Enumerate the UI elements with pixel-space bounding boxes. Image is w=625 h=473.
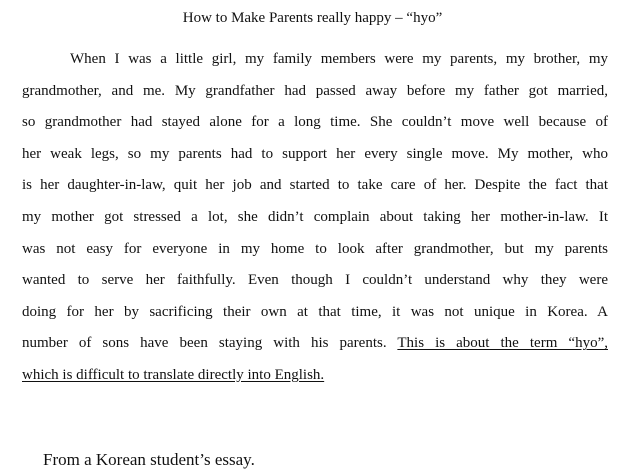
essay-line xyxy=(22,364,608,396)
essay-line: my mother got stressed a lot, she didn’t complain about taking her mother-in-law. It xyxy=(22,208,608,225)
essay-line xyxy=(22,332,608,364)
essay-line: grandmother, and me. My grandfather had passed away before my father got married, xyxy=(22,82,608,99)
essay-title: How to Make Parents really happy – “hyo” xyxy=(182,10,443,26)
essay-line: so grandmother had stayed alone for a long time. She couldn’t move well because of xyxy=(22,114,608,131)
source-caption: From a Korean student’s essay. xyxy=(43,450,255,469)
underlined-key-sentence-continued: which is difficult to translate directly into English. xyxy=(22,366,325,383)
essay-line: is her daughter-in-law, quit her job and started to take care of her. Despite the fact that xyxy=(22,177,608,194)
essay-line: doing for her by sacrificing their own at that time, it was not unique in Korea. A xyxy=(22,303,608,320)
underlined-key-sentence: This is about the term “hyo”, xyxy=(397,335,608,352)
essay-line: was not easy for everyone in my home to look after grandmother, but my parents xyxy=(22,240,608,257)
essay-line: wanted to serve her faithfully. Even though I couldn’t understand why they were xyxy=(22,272,608,289)
essay-line-plain-segment: number of sons have been staying with his parents. xyxy=(22,335,398,352)
essay-line: her weak legs, so my parents had to support her every single move. My mother, who xyxy=(22,145,608,162)
essay-line: When I was a little girl, my family members were my parents, my brother, my xyxy=(70,51,608,67)
essay-body xyxy=(22,48,608,396)
